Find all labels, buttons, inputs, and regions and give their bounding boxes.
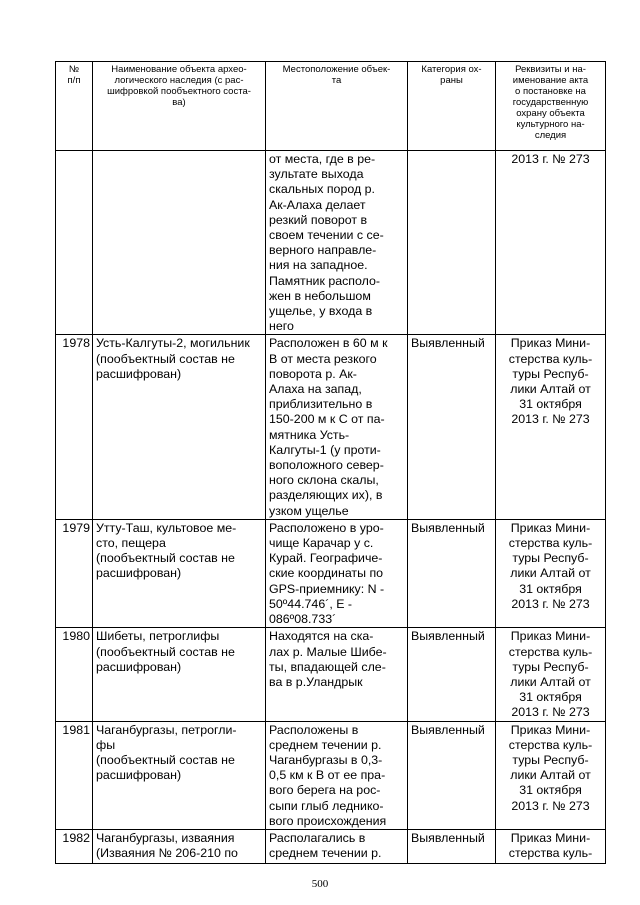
requisites-cell: Приказ Мини- стерства куль- туры Респуб- лики Алтай от 31 октября 2013 г. № 273: [496, 628, 606, 721]
object-name-cell: Чаганбургазы, изваяния (Изваяния № 206-210 по: [93, 829, 266, 863]
requisites-cell: Приказ Мини- стерства куль- туры Респуб- лики Алтай от 31 октября 2013 г. № 273: [496, 335, 606, 519]
cont-name-cell: [93, 151, 266, 335]
cont-location-cell: от места, где в ре- зультате выхода скальных пород р. Ак-Алаха делает резкий поворот в своем течении с се- верного направле- ния на западное. Памятник располо- жен в небольшом ущелье, у входа в него: [266, 151, 408, 335]
table-header-row: [56, 62, 606, 151]
header-category: Категория ох- раны: [408, 62, 496, 151]
category-cell: Выявленный: [408, 519, 496, 627]
table-row: [56, 519, 606, 627]
category-cell: Выявленный: [408, 628, 496, 721]
category-cell: Выявленный: [408, 829, 496, 863]
category-cell: Выявленный: [408, 335, 496, 519]
requisites-cell: Приказ Мини- стерства куль-: [496, 829, 606, 863]
location-cell: Располагались в среднем течении р.: [266, 829, 408, 863]
category-cell: Выявленный: [408, 721, 496, 829]
heritage-register-table: [55, 61, 606, 864]
location-cell: Расположены в среднем течении р. Чаганбургазы в 0,3- 0,5 км к В от ее пра- вого берега на рос- сыпи глыб леднико- вого происхождения: [266, 721, 408, 829]
object-name-cell: Чаганбургазы, петрогли- фы (пообъектный состав не расшифрован): [93, 721, 266, 829]
object-name-cell: Утту-Таш, культовое ме- сто, пещера (пообъектный состав не расшифрован): [93, 519, 266, 627]
table-row-continuation: [56, 151, 606, 335]
row-number: 1981: [56, 721, 93, 829]
header-name: Наименование объекта архео- логического наследия (с рас- шифровкой пообъектного соста- ва): [93, 62, 266, 151]
location-cell: Расположен в 60 м к В от места резкого поворота р. Ак- Алаха на запад, приблизительно в 150-200 м к С от па- мятника Усть- Калгуты-1 (у проти- воположного север- ного склона скалы, разделяющих их), в узком ущелье: [266, 335, 408, 519]
row-number: 1979: [56, 519, 93, 627]
header-location: Местоположение объек- та: [266, 62, 408, 151]
table-row: [56, 335, 606, 519]
cont-num-cell: [56, 151, 93, 335]
row-number: 1978: [56, 335, 93, 519]
header-requisites: Реквизиты и на- именование акта о постановке на государственную охрану объекта культурного на- следия: [496, 62, 606, 151]
object-name-cell: Шибеты, петроглифы (пообъектный состав не расшифрован): [93, 628, 266, 721]
row-number: 1980: [56, 628, 93, 721]
location-cell: Расположено в уро- чище Карачар у с. Курай. Географиче- ские координаты по GPS-приемнику: N - 50º44.746´, E - 086º08.733´: [266, 519, 408, 627]
page-number: 500: [311, 878, 329, 890]
requisites-cell: Приказ Мини- стерства куль- туры Респуб- лики Алтай от 31 октября 2013 г. № 273: [496, 519, 606, 627]
location-cell: Находятся на ска- лах р. Малые Шибе- ты, впадающей сле- ва в р.Уландрык: [266, 628, 408, 721]
header-num: № п/п: [56, 62, 93, 151]
requisites-cell: Приказ Мини- стерства куль- туры Респуб- лики Алтай от 31 октября 2013 г. № 273: [496, 721, 606, 829]
object-name-cell: Усть-Калгуты-2, могильник (пообъектный состав не расшифрован): [93, 335, 266, 519]
cont-category-cell: [408, 151, 496, 335]
table-row: [56, 721, 606, 829]
cont-requisites-cell: 2013 г. № 273: [496, 151, 606, 335]
row-number: 1982: [56, 829, 93, 863]
table-row: [56, 829, 606, 863]
table-row: [56, 628, 606, 721]
